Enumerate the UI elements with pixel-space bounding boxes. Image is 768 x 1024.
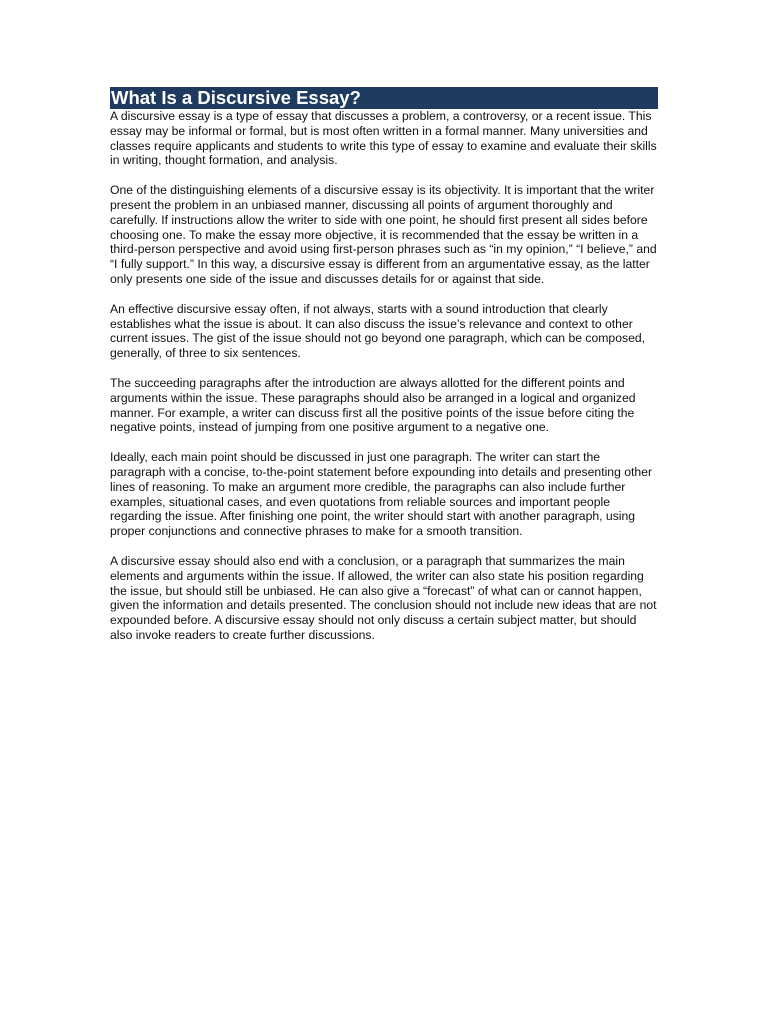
paragraph-1: A discursive essay is a type of essay that discusses a problem, a controversy, or a recent issue. This essay may be informal or formal, but is most often written in a formal manner. Many universities and classes require applicants and students to write this type of essay to examine and evaluate their skills in writing, thought formation, and analysis.: [110, 109, 657, 168]
paragraph-4: The succeeding paragraphs after the introduction are always allotted for the different points and arguments within the issue. These paragraphs should also be arranged in a logical and organized manner. For example, a writer can discuss first all the positive points of the issue before citing the negative points, instead of jumping from one positive argument to a negative one.: [110, 375, 636, 435]
document-content: [110, 87, 658, 658]
document-title: What Is a Discursive Essay?: [110, 87, 658, 109]
paragraph-3: An effective discursive essay often, if not always, starts with a sound introduction that clearly establishes what the issue is about. It can also discuss the issue’s relevance and context to other current issues. The gist of the issue should not go beyond one paragraph, which can be composed, generally, of three to six sentences.: [110, 301, 646, 361]
paragraph-6: A discursive essay should also end with a conclusion, or a paragraph that summarizes the main elements and arguments within the issue. If allowed, the writer can also state his position regarding the issue, but should still be unbiased. He can also give a “forecast” of what can or cannot happen, given the information and details presented. The conclusion should not include new ideas that are not expounded before. A discursive essay should not only discuss a certain subject matter, but should also invoke readers to create further discussions.: [110, 553, 657, 642]
paragraph-2: One of the distinguishing elements of a discursive essay is its objectivity. It is important that the writer present the problem in an unbiased manner, discussing all points of argument thoroughly and carefully. If instructions allow the writer to side with one point, he should first present all sides before choosing one. To make the essay more objective, it is recommended that the essay be written in a third-person perspective and avoid using first-person phrases such as “in my opinion,” “I believe,” and “I fully support.” In this way, a discursive essay is different from an argumentative essay, as the latter only presents one side of the issue and discusses details for or against that side.: [110, 183, 657, 286]
paragraph-5: Ideally, each main point should be discussed in just one paragraph. The writer can start the paragraph with a concise, to-the-point statement before expounding into details and presenting other lines of reasoning. To make an argument more credible, the paragraphs can also include further examples, situational cases, and even quotations from reliable sources and important people regarding the issue. After finishing one point, the writer should start with another paragraph, using proper conjunctions and connective phrases to make for a smooth transition.: [110, 450, 653, 539]
